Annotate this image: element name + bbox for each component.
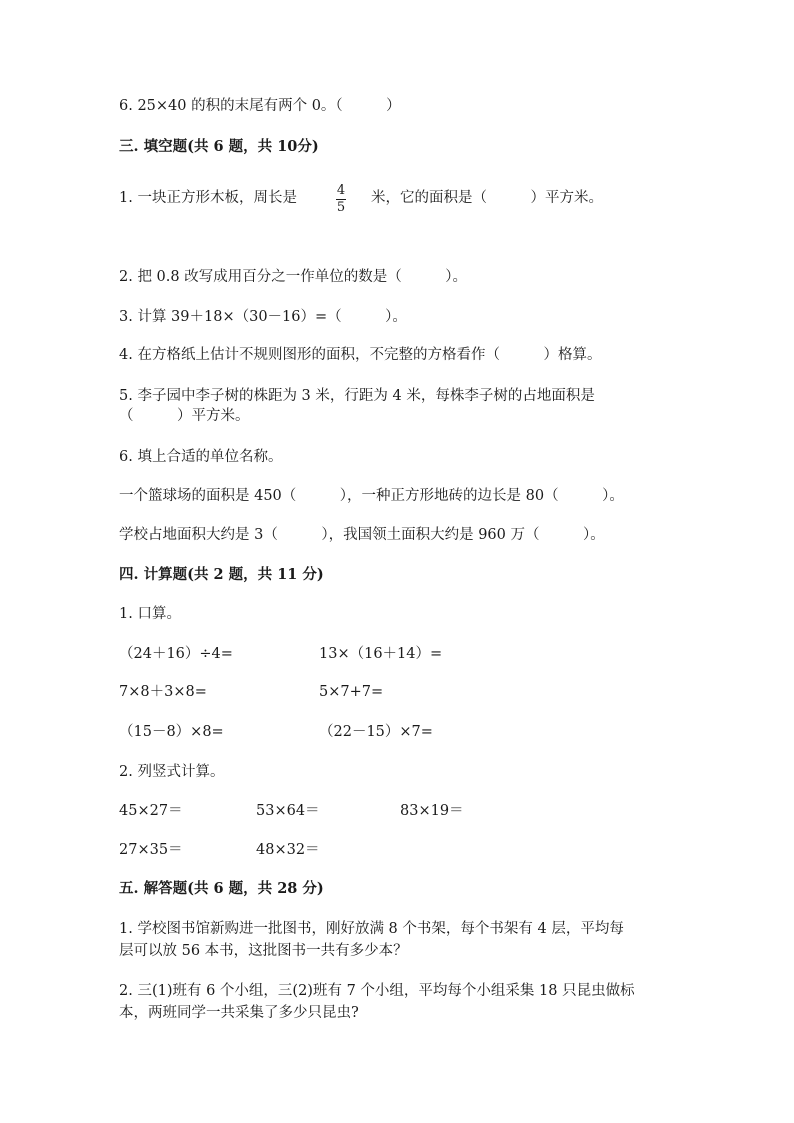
section-4-title: 四. 计算题(共 2 题，共 11 分) (119, 566, 324, 583)
fill-question-1-part-b: 米，它的面积是（ ）平方米。 (371, 190, 603, 206)
fill-question-6-line-1: 一个篮球场的面积是 450（ ），一种正方形地砖的边长是 80（ ）。 (119, 488, 624, 504)
calc-question-1: 1. 口算。 (119, 606, 181, 622)
word-problem-1-line-1: 1. 学校图书馆新购进一批图书，刚好放满 8 个书架，每个书架有 4 层，平均每 (119, 921, 624, 937)
oral-calc-item: （22－15）×7= (319, 724, 433, 740)
fill-question-6-line-2: 学校占地面积大约是 3（ ），我国领土面积大约是 960 万（ ）。 (119, 527, 605, 543)
word-problem-2-line-1: 2. 三(1)班有 6 个小组，三(2)班有 7 个小组，平均每个小组采集 18 只昆虫做标 (119, 983, 635, 999)
fill-question-6: 6. 填上合适的单位名称。 (119, 449, 283, 465)
fraction-four-fifths (336, 184, 346, 215)
vertical-calc-item: 53×64＝ (256, 803, 320, 819)
fraction-numerator: 4 (336, 183, 346, 198)
oral-calc-item: （24＋16）÷4= (119, 646, 233, 662)
vertical-calc-item: 48×32＝ (256, 842, 320, 858)
judge-question-6: 6. 25×40 的积的末尾有两个 0。（ ） (119, 98, 401, 114)
vertical-calc-item: 83×19＝ (400, 803, 464, 819)
oral-calc-item: 7×8＋3×8= (119, 684, 207, 700)
fill-question-3: 3. 计算 39＋18×（30－16）=（ ）。 (119, 309, 407, 325)
oral-calc-item: 13×（16＋14）= (319, 646, 443, 662)
fill-question-1-part-a: 1. 一块正方形木板，周长是 (119, 190, 297, 206)
fill-question-2: 2. 把 0.8 改写成用百分之一作单位的数是（ ）。 (119, 269, 467, 285)
section-5-title: 五. 解答题(共 6 题，共 28 分) (119, 880, 324, 897)
word-problem-1-line-2: 层可以放 56 本书，这批图书一共有多少本？ (119, 943, 408, 959)
fill-question-5-line-1: 5. 李子园中李子树的株距为 3 米，行距为 4 米，每株李子树的占地面积是 (119, 388, 595, 404)
oral-calc-item: （15－8）×8= (119, 724, 224, 740)
calc-question-2: 2. 列竖式计算。 (119, 764, 225, 780)
fraction-denominator: 5 (336, 200, 346, 215)
fill-question-4: 4. 在方格纸上估计不规则图形的面积，不完整的方格看作（ ）格算。 (119, 347, 602, 363)
word-problem-2-line-2: 本，两班同学一共采集了多少只昆虫? (119, 1005, 359, 1021)
fill-question-5-line-2: （ ）平方米。 (119, 408, 250, 424)
section-3-title: 三. 填空题(共 6 题，共 10分) (119, 138, 319, 155)
vertical-calc-item: 27×35＝ (119, 842, 183, 858)
vertical-calc-item: 45×27＝ (119, 803, 183, 819)
oral-calc-item: 5×7+7= (319, 684, 384, 700)
